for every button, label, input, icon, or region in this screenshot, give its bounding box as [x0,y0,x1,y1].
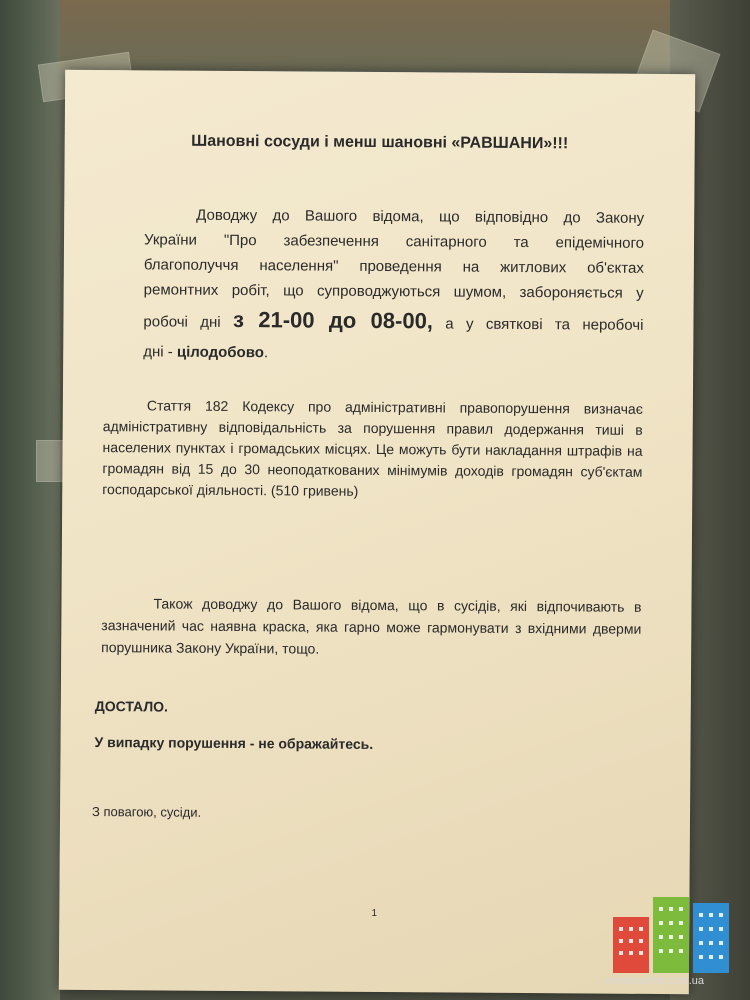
workday-label: робочі дні [143,313,221,331]
period: . [263,344,269,362]
notice-title: Шановні сосуди і менш шановні «РАВШАНИ»!!! [191,132,569,153]
notice-paper [59,70,695,994]
days-label: дні - [143,343,173,361]
paragraph-article-182: Стаття 182 Кодексу про адміністративні правопорушення визначає адміністративну відповідальність за порушення правил додержання тиші в населених пунктах і громадських місцях. Це можуть бути накладання штрафів на громадян від 15 до 30 неоподаткованих мінімумів доходів громадян суб'єктам господарської діяльності. (510 гривень) [102,397,643,499]
paragraph-law-line: України "Про забезпечення санітарного та епідемічного [143,231,645,252]
signature: З повагою, сусіди. [91,804,202,820]
fed-up-heading: ДОСТАЛО. [94,698,169,715]
logo-red-building [613,917,649,973]
paragraph-law-line: ремонтних робіт, що супроводжуються шумом, забороняється у [143,281,644,302]
warning-line: У випадку порушення - не ображайтесь. [94,734,374,752]
paragraph-law-hours-line [143,302,643,342]
paragraph-law-line: благополуччя населення" проведення на житлових об'єктах [143,256,644,277]
door-left-panel [0,0,60,1000]
paragraph-law-line [143,339,643,367]
paragraph-law-line: Доводжу до Вашого відома, що відповідно до Закону [196,206,645,227]
all-day-label: цілодобово [176,343,264,362]
page-number: 1 [371,907,378,920]
paragraph-paint: Також доводжу до Вашого відома, що в сусідів, які відпочивають в зазначений час наявна краска, яка гарно може гармонувати з вхідними дверми порушника Закону України, тощо. [101,595,642,657]
paragraph-law [143,202,644,367]
holiday-label: а у святкові та неробочі [445,315,644,334]
watermark-logo-icon [613,893,731,973]
watermark-text: novakvartira.com.ua [605,975,705,987]
quiet-hours: з 21-00 до 08-00, [232,306,434,334]
